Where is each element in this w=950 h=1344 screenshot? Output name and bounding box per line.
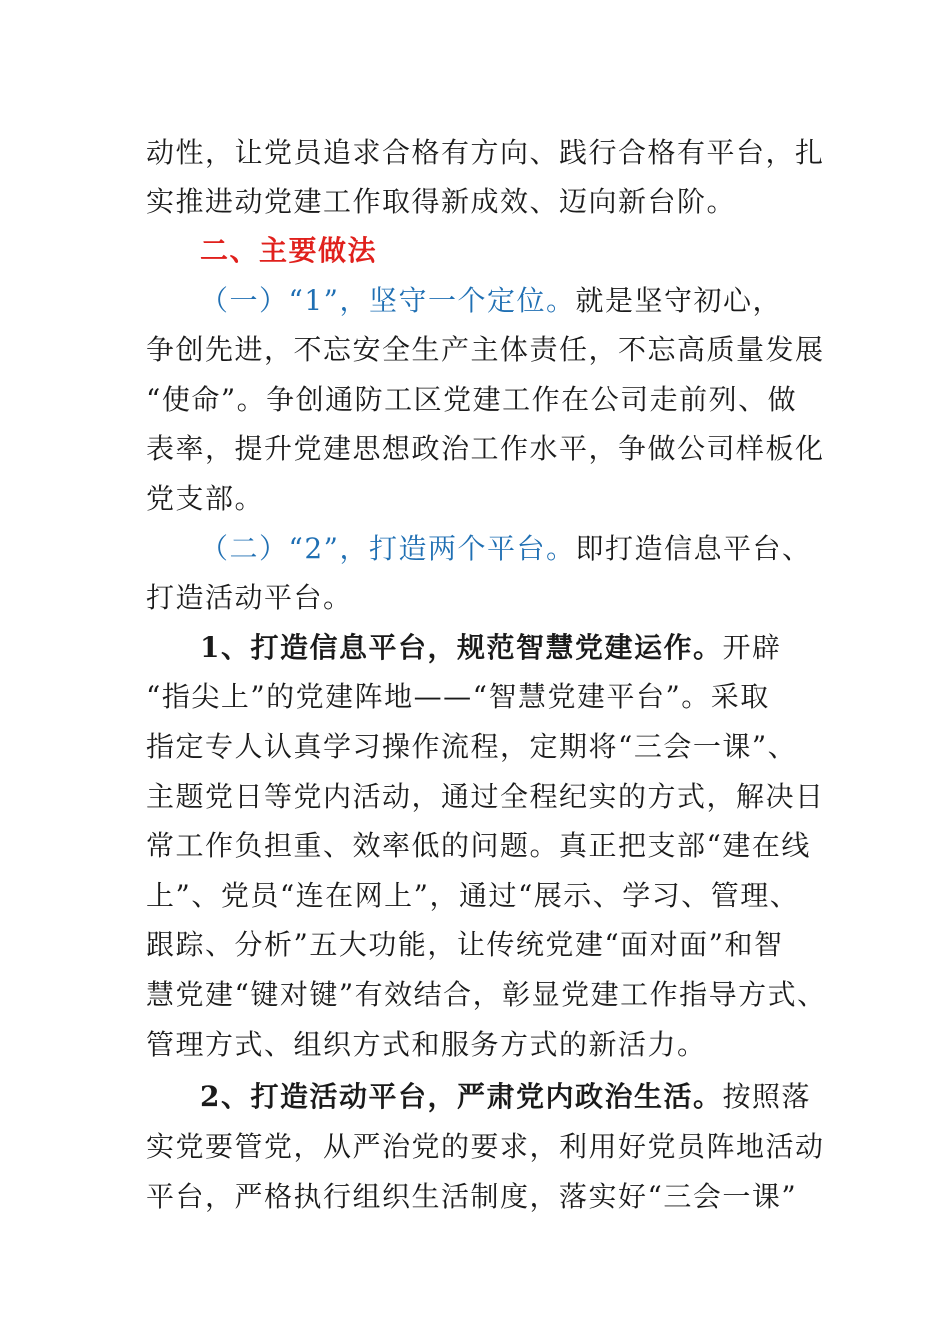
subheading-text: （二）“2”，打造两个平台。 (200, 532, 576, 565)
paragraph-line (0, 128, 950, 178)
paragraph-line (0, 1020, 950, 1070)
numbered-item-line (0, 623, 950, 673)
line-text: 实党要管党，从严治党的要求，利用好党员阵地活动 (146, 1130, 825, 1163)
paragraph-line (0, 325, 950, 375)
line-text: 党支部。 (146, 482, 265, 515)
line-text: “指尖上”的党建阵地——“智慧党建平台”。采取 (146, 680, 770, 713)
item-heading-text: 2、打造活动平台，严肃党内政治生活。 (200, 1080, 723, 1113)
line-text: 按照落 (722, 1080, 812, 1113)
line-text: 表率，提升党建思想政治工作水平，争做公司样板化 (146, 432, 825, 465)
line-text: 指定专人认真学习操作流程，定期将“三会一课”、 (146, 730, 798, 763)
line-text: 慧党建“键对键”有效结合，彰显党建工作指导方式、 (146, 978, 827, 1011)
paragraph-line (0, 821, 950, 871)
paragraph-line (0, 920, 950, 970)
line-text: 平台，严格执行组织生活制度，落实好“三会一课” (146, 1180, 798, 1213)
paragraph-line (0, 375, 950, 425)
line-text: 上”、党员“连在网上”，通过“展示、学习、管理、 (146, 879, 800, 912)
line-text: 就是坚守初心， (575, 284, 782, 317)
line-text: 打造活动平台。 (146, 581, 353, 614)
paragraph-line (0, 672, 950, 722)
item-heading-text: 1、打造信息平台，规范智慧党建运作。 (200, 631, 723, 664)
line-text: 即打造信息平台、 (575, 532, 812, 565)
paragraph-line (0, 871, 950, 921)
heading-text: 二、主要做法 (200, 234, 378, 267)
paragraph-line (0, 177, 950, 227)
numbered-item-line (0, 1072, 950, 1122)
line-text: 实推进动党建工作取得新成效、迈向新台阶。 (146, 185, 737, 218)
section-heading (0, 226, 950, 276)
paragraph-line (0, 772, 950, 822)
line-text: 管理方式、组织方式和服务方式的新活力。 (146, 1028, 707, 1061)
line-text: 动性，让党员追求合格有方向、践行合格有平台，扎 (146, 136, 825, 169)
paragraph-line (0, 722, 950, 772)
line-text: 主题党日等党内活动，通过全程纪实的方式，解决日 (146, 780, 825, 813)
paragraph-line (0, 970, 950, 1020)
paragraph-line (0, 573, 950, 623)
subsection-line (0, 524, 950, 574)
line-text: “使命”。争创通防工区党建工作在公司走前列、做 (146, 383, 798, 416)
line-text: 开辟 (722, 631, 782, 664)
paragraph-line (0, 474, 950, 524)
paragraph-line (0, 424, 950, 474)
subsection-line (0, 276, 950, 326)
subheading-text: （一）“1”，坚守一个定位。 (200, 284, 576, 317)
paragraph-line (0, 1122, 950, 1172)
paragraph-line (0, 1172, 950, 1222)
line-text: 争创先进，不忘安全生产主体责任，不忘高质量发展 (146, 333, 825, 366)
line-text: 常工作负担重、效率低的问题。真正把支部“建在线 (146, 829, 811, 862)
line-text: 跟踪、分析”五大功能，让传统党建“面对面”和智 (146, 928, 784, 961)
